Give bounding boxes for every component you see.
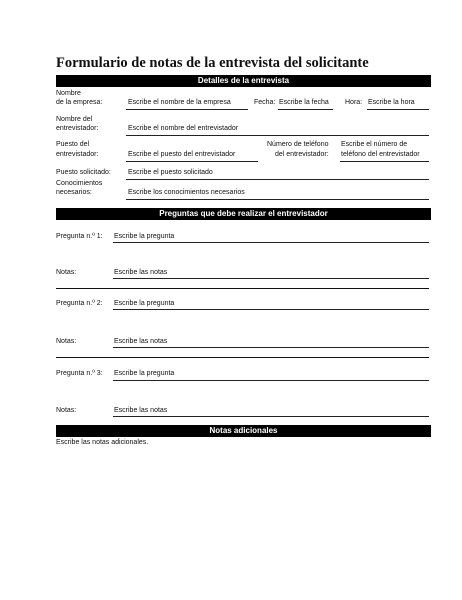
requested-position-label: Puesto solicitado: xyxy=(56,169,111,176)
notes-2-label: Notas: xyxy=(56,338,77,345)
notes-1-underline xyxy=(113,278,429,279)
interviewer-position-field[interactable]: Escribe el puesto del entrevistador xyxy=(128,151,236,158)
knowledge-label-line2: necesarios: xyxy=(56,189,92,196)
company-field[interactable]: Escribe el nombre de la empresa xyxy=(128,99,231,106)
date-field[interactable]: Escribe la fecha xyxy=(279,99,329,106)
notes-1-extra-line xyxy=(56,288,429,289)
company-label-line2: de la empresa: xyxy=(56,99,103,106)
notes-3-label: Notas: xyxy=(56,407,77,414)
question-1-field[interactable]: Escribe la pregunta xyxy=(114,233,175,240)
company-underline xyxy=(126,109,248,110)
requested-position-underline xyxy=(126,179,429,180)
time-field[interactable]: Escribe la hora xyxy=(368,99,415,106)
knowledge-label-line1: Conocimientos xyxy=(56,180,103,187)
additional-notes-field[interactable]: Escribe las notas adicionales. xyxy=(56,439,149,446)
phone-field-line1[interactable]: Escribe el número de xyxy=(341,141,408,148)
page-title: Formulario de notas de la entrevista del solicitante xyxy=(56,55,369,71)
interviewer-name-underline xyxy=(126,135,429,136)
notes-2-field[interactable]: Escribe las notas xyxy=(114,338,168,345)
date-label: Fecha: xyxy=(254,99,276,106)
interviewer-name-label-line2: entrevistador: xyxy=(56,125,99,132)
interviewer-position-underline xyxy=(126,161,258,162)
interviewer-position-label-line2: entrevistador: xyxy=(56,151,99,158)
question-3-field[interactable]: Escribe la pregunta xyxy=(114,370,175,377)
notes-1-label: Notas: xyxy=(56,269,77,276)
question-1-underline xyxy=(113,242,429,243)
notes-2-underline xyxy=(113,347,429,348)
interviewer-position-label-line1: Puesto del xyxy=(56,141,90,148)
phone-label-line1: Número de teléfono xyxy=(267,141,329,148)
notes-3-underline xyxy=(113,416,429,417)
question-2-label: Pregunta n.º 2: xyxy=(56,300,103,307)
question-2-underline xyxy=(113,309,429,310)
date-underline xyxy=(278,109,333,110)
notes-1-field[interactable]: Escribe las notas xyxy=(114,269,168,276)
time-label: Hora: xyxy=(345,99,363,106)
question-2-field[interactable]: Escribe la pregunta xyxy=(114,300,175,307)
question-1-label: Pregunta n.º 1: xyxy=(56,233,103,240)
phone-underline xyxy=(340,161,429,162)
phone-label-line2: del entrevistador: xyxy=(275,151,329,158)
requested-position-field[interactable]: Escribe el puesto solicitado xyxy=(128,169,213,176)
section-header-details: Detalles de la entrevista xyxy=(56,75,431,87)
question-3-label: Pregunta n.º 3: xyxy=(56,370,103,377)
notes-2-extra-line xyxy=(56,357,429,358)
interviewer-name-field[interactable]: Escribe el nombre del entrevistador xyxy=(128,125,239,132)
knowledge-underline xyxy=(126,199,429,200)
knowledge-field[interactable]: Escribe los conocimientos necesarios xyxy=(128,189,245,196)
company-label-line1: Nombre xyxy=(56,90,81,97)
phone-field-line2[interactable]: teléfono del entrevistador xyxy=(341,151,420,158)
notes-3-field[interactable]: Escribe las notas xyxy=(114,407,168,414)
section-header-additional-notes: Notas adicionales xyxy=(56,425,431,437)
section-header-questions: Preguntas que debe realizar el entrevistador xyxy=(56,208,431,220)
question-3-underline xyxy=(113,380,429,381)
time-underline xyxy=(367,109,429,110)
interviewer-name-label-line1: Nombre del xyxy=(56,116,93,123)
